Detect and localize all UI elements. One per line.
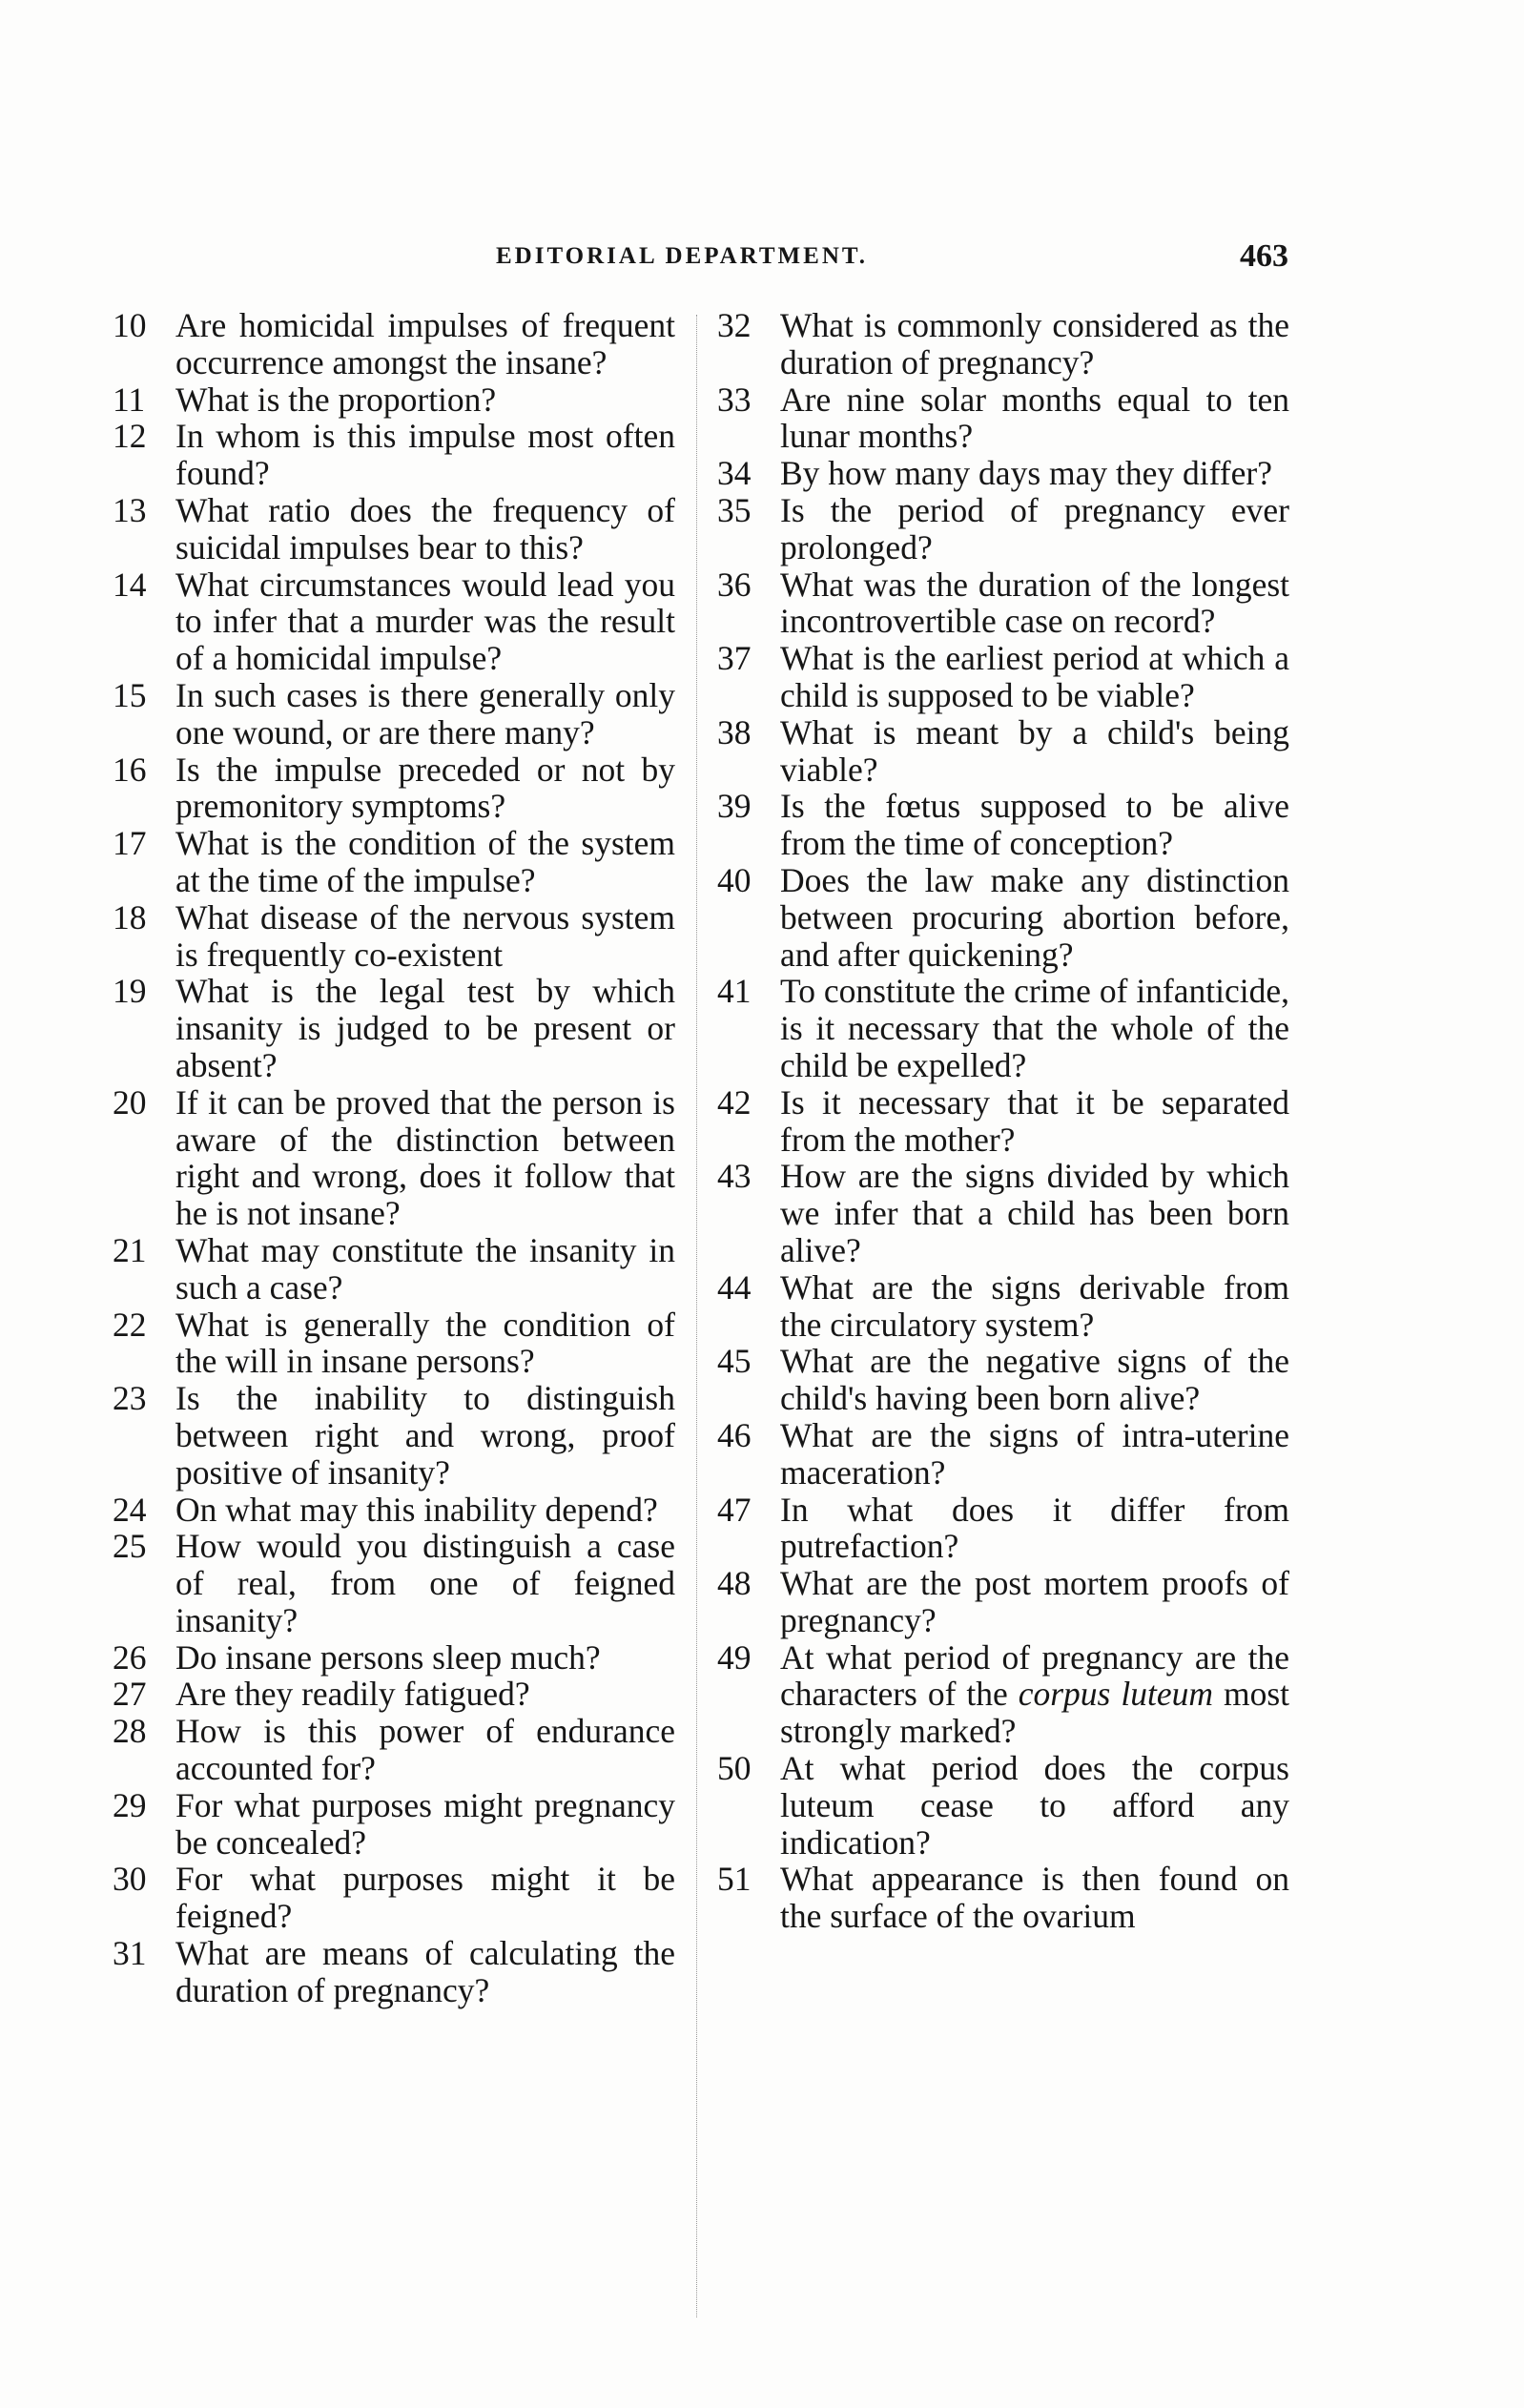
question-item xyxy=(113,1787,675,1862)
question-number: 38 xyxy=(717,712,752,751)
question-number: 16 xyxy=(113,750,147,789)
question-number: 14 xyxy=(113,565,147,604)
question-item xyxy=(717,1861,1289,1935)
question-text: What is the legal test by which insanity is judged to be present or absent? xyxy=(175,972,675,1084)
question-item xyxy=(717,1639,1289,1750)
question-text: Are nine solar months equal to ten lunar months? xyxy=(780,380,1289,456)
question-item xyxy=(717,566,1289,641)
question-item xyxy=(113,825,675,899)
question-item xyxy=(113,1676,675,1713)
question-item xyxy=(717,714,1289,789)
question-item xyxy=(113,1380,675,1491)
question-item xyxy=(113,1639,675,1677)
question-item xyxy=(113,1232,675,1307)
question-number: 28 xyxy=(113,1712,147,1751)
question-item xyxy=(113,973,675,1083)
question-item xyxy=(113,1935,675,2009)
question-text: Is it necessary that it be separated from the mother? xyxy=(780,1082,1289,1159)
question-item xyxy=(717,1343,1289,1417)
question-item xyxy=(717,1417,1289,1492)
question-number: 32 xyxy=(717,306,752,344)
question-number: 36 xyxy=(717,565,752,604)
question-text: To constitute the crime of infanticide, is it necessary that the whole of the child be expelled? xyxy=(780,972,1289,1084)
question-item xyxy=(113,899,675,974)
question-number: 39 xyxy=(717,787,752,826)
question-text: What is commonly considered as the duration of pregnancy? xyxy=(780,306,1289,381)
question-text: On what may this inability depend? xyxy=(175,1490,658,1529)
question-item xyxy=(113,677,675,751)
question-number: 46 xyxy=(717,1415,752,1454)
question-item xyxy=(717,788,1289,862)
question-number: 43 xyxy=(717,1157,752,1196)
question-item xyxy=(717,1492,1289,1566)
question-number: 37 xyxy=(717,639,752,678)
question-text xyxy=(780,1639,1289,1750)
question-item xyxy=(717,1084,1289,1159)
question-text-before: At what period of pregnancy are the characters of the xyxy=(780,1637,1289,1714)
question-item xyxy=(113,1528,675,1638)
question-item xyxy=(717,492,1289,566)
column-divider xyxy=(696,315,698,2317)
question-number: 22 xyxy=(113,1305,147,1344)
question-text: What is meant by a child's being viable? xyxy=(780,712,1289,789)
question-number: 42 xyxy=(717,1082,752,1122)
running-head: EDITORIAL DEPARTMENT. xyxy=(496,243,868,269)
question-number: 12 xyxy=(113,417,147,456)
question-text: What is the proportion? xyxy=(175,380,497,419)
question-number: 11 xyxy=(113,380,146,419)
question-number: 15 xyxy=(113,675,147,714)
question-item xyxy=(113,1713,675,1787)
question-text: Is the inability to distinguish between right and wrong, proof positive of insanity? xyxy=(175,1379,675,1492)
question-text: In such cases is there generally only one wound, or are there many? xyxy=(175,675,675,751)
question-text: What appearance is then found on the surface of the ovarium xyxy=(780,1860,1289,1936)
question-text: What are the negative signs of the child's having been born alive? xyxy=(780,1342,1289,1418)
page-number: 463 xyxy=(1240,238,1288,274)
question-number: 19 xyxy=(113,972,147,1011)
question-item xyxy=(113,381,675,419)
question-text: How would you distinguish a case of real, from one of feigned insanity? xyxy=(175,1527,675,1639)
question-text: What circumstances would lead you to infer that a murder was the result of a homicidal impulse? xyxy=(175,565,675,678)
question-number: 44 xyxy=(717,1267,752,1307)
question-text: What disease of the nervous system is frequently co-existent xyxy=(175,897,675,974)
question-text: What was the duration of the longest incontrovertible case on record? xyxy=(780,565,1289,641)
question-number: 27 xyxy=(113,1675,147,1714)
question-item xyxy=(717,1158,1289,1268)
question-item xyxy=(717,307,1289,381)
question-item xyxy=(717,1565,1289,1639)
question-number: 13 xyxy=(113,490,147,529)
question-item xyxy=(717,1750,1289,1861)
question-text: By how many days may they differ? xyxy=(780,454,1272,493)
question-text: How is this power of endurance accounted for? xyxy=(175,1712,675,1788)
question-item xyxy=(113,1861,675,1935)
question-text: What ratio does the frequency of suicidal impulses bear to this? xyxy=(175,490,675,566)
question-number: 33 xyxy=(717,380,752,419)
question-number: 45 xyxy=(717,1342,752,1381)
question-item xyxy=(717,381,1289,456)
question-item xyxy=(113,307,675,381)
question-text: Are they readily fatigued? xyxy=(175,1675,530,1714)
question-item xyxy=(717,1269,1289,1344)
question-text: What are means of calculating the duration of pregnancy? xyxy=(175,1934,675,2009)
question-text: Are homicidal impulses of frequent occurrence amongst the insane? xyxy=(175,306,675,381)
question-text: What are the signs of intra-uterine maceration? xyxy=(780,1415,1289,1492)
question-item xyxy=(113,492,675,566)
question-number: 24 xyxy=(113,1490,147,1529)
left-column xyxy=(113,307,675,2009)
question-text: If it can be proved that the person is aware of the distinction between right and wrong, does it follow that he is not insane? xyxy=(175,1082,675,1233)
question-number: 40 xyxy=(717,860,752,899)
question-number: 35 xyxy=(717,490,752,529)
question-text: What are the post mortem proofs of pregnancy? xyxy=(780,1564,1289,1639)
question-text: Does the law make any distinction between procuring abortion before, and after quickening? xyxy=(780,860,1289,974)
question-number: 17 xyxy=(113,824,147,863)
question-number: 31 xyxy=(113,1934,147,1973)
question-text: Is the period of pregnancy ever prolonged? xyxy=(780,490,1289,566)
question-number: 30 xyxy=(113,1860,147,1899)
question-text: At what period does the corpus luteum cease to afford any indication? xyxy=(780,1749,1289,1862)
question-text-after: most strongly marked? xyxy=(780,1675,1290,1751)
question-number: 20 xyxy=(113,1082,147,1122)
italic-term: corpus luteum xyxy=(1018,1675,1213,1714)
question-text: Is the fœtus supposed to be alive from the time of conception? xyxy=(780,787,1289,863)
question-number: 51 xyxy=(717,1860,752,1899)
question-item xyxy=(717,862,1289,973)
question-item xyxy=(113,1307,675,1381)
question-number: 50 xyxy=(717,1749,752,1788)
question-number: 26 xyxy=(113,1637,147,1677)
question-item xyxy=(113,1084,675,1232)
question-item xyxy=(113,751,675,826)
right-column xyxy=(717,307,1289,1935)
question-number: 29 xyxy=(113,1785,147,1824)
question-text: Is the impulse preceded or not by premonitory symptoms? xyxy=(175,750,675,826)
question-item xyxy=(717,973,1289,1083)
question-number: 18 xyxy=(113,897,147,936)
question-text: For what purposes might it be feigned? xyxy=(175,1860,675,1936)
question-text: What is the earliest period at which a child is supposed to be viable? xyxy=(780,639,1289,714)
question-item xyxy=(113,418,675,492)
question-number: 25 xyxy=(113,1527,147,1566)
question-number: 41 xyxy=(717,972,752,1011)
question-number: 49 xyxy=(717,1637,752,1677)
question-item xyxy=(113,1492,675,1529)
question-item xyxy=(717,640,1289,714)
question-text: What is the condition of the system at the time of the impulse? xyxy=(175,824,675,899)
question-text: What is generally the condition of the will in insane persons? xyxy=(175,1305,675,1381)
question-text: How are the signs divided by which we infer that a child has been born alive? xyxy=(780,1157,1289,1269)
question-item xyxy=(113,566,675,677)
question-number: 47 xyxy=(717,1490,752,1529)
question-text: For what purposes might pregnancy be concealed? xyxy=(175,1785,675,1862)
question-text: In whom is this impulse most often found? xyxy=(175,417,675,493)
question-item xyxy=(717,455,1289,492)
question-number: 34 xyxy=(717,454,752,493)
question-number: 10 xyxy=(113,306,147,344)
question-number: 48 xyxy=(717,1564,752,1603)
question-text: Do insane persons sleep much? xyxy=(175,1637,601,1677)
question-number: 21 xyxy=(113,1230,147,1269)
question-text: What are the signs derivable from the circulatory system? xyxy=(780,1267,1289,1344)
question-text: In what does it differ from putrefaction? xyxy=(780,1490,1289,1566)
question-number: 23 xyxy=(113,1379,147,1418)
question-text: What may constitute the insanity in such a case? xyxy=(175,1230,675,1307)
